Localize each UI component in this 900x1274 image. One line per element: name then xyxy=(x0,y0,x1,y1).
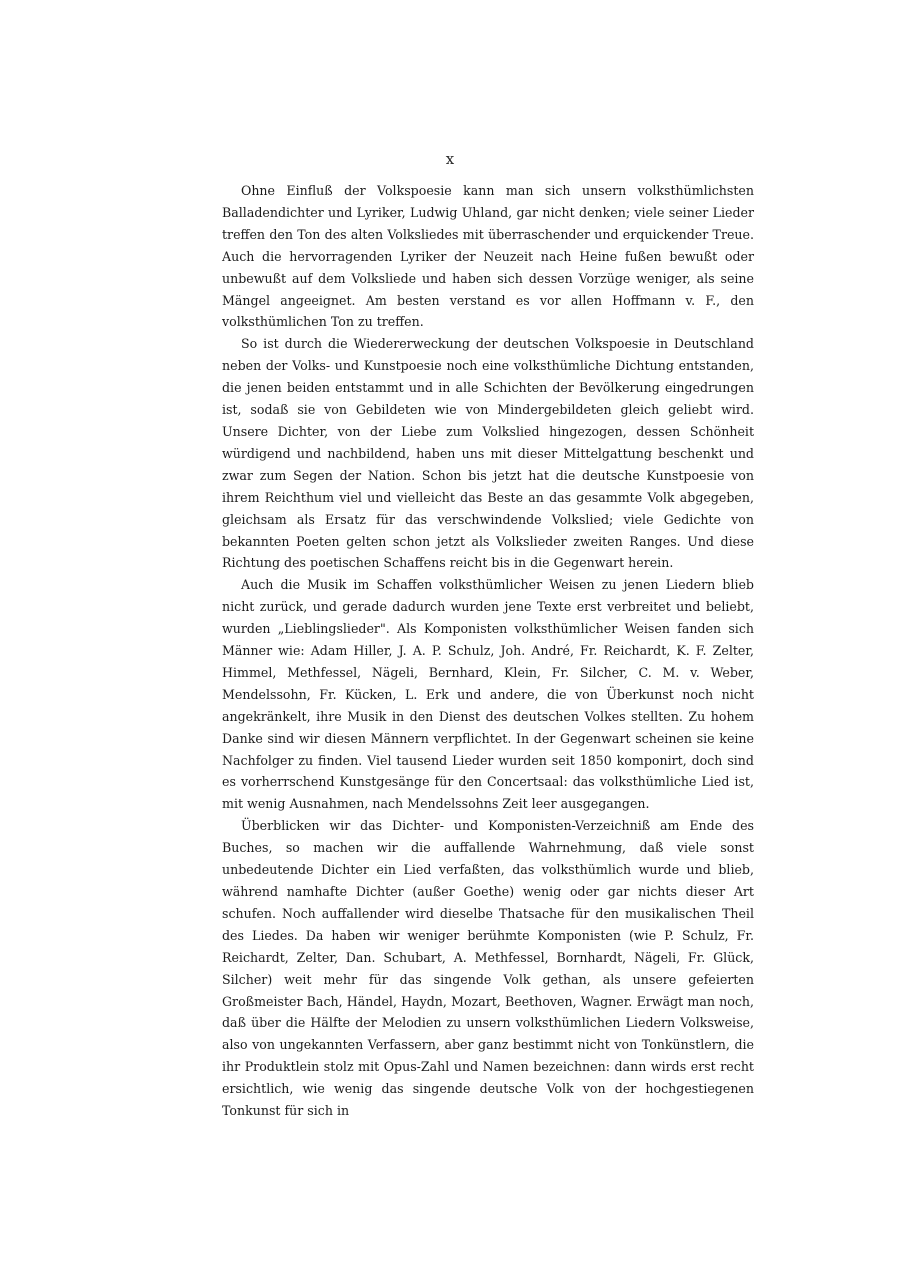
page-number: x xyxy=(445,150,455,168)
paragraph-4: Überblicken wir das Dichter- und Komponisten-Verzeichniß am Ende des Buches, so machen wir die auffallende Wahrnehmung, daß viele sonst unbedeutende Dichter ein Lied verfaßten, das volksthümlich wurde und blieb, während namhafte Dichter (außer Goethe) wenig oder gar nichts dieser Art schufen. Noch auffallender wird dieselbe Thatsache für den musikalischen Theil des Liedes. Da haben wir weniger berühmte Komponisten (wie P. Schulz, Fr. Reichardt, Zelter, Dan. Schubart, A. Methfessel, Bornhardt, Nägeli, Fr. Glück, Silcher) weit mehr für das singende Volk gethan, als unsere gefeierten Großmeister Bach, Händel, Haydn, Mozart, Beethoven, Wagner. Erwägt man noch, daß über die Hälfte der Melodien zu unsern volksthümlichen Liedern Volksweise, also von ungekannten Verfassern, aber ganz bestimmt nicht von Tonkünstlern, die ihr Produktlein stolz mit Opus-Zahl und Namen bezeichnen: dann wirds erst recht ersichtlich, wie wenig das singende deutsche Volk von der hochgestiegenen Tonkunst für sich in xyxy=(222,818,754,1119)
body-text xyxy=(222,180,754,1122)
paragraph-1: Ohne Einfluß der Volkspoesie kann man sich unsern volksthümlichsten Balladendichter und Lyriker, Ludwig Uhland, gar nicht denken; viele seiner Lieder treffen den Ton des alten Volksliedes mit überraschender und erquickender Treue. Auch die hervorragenden Lyriker der Neuzeit nach Heine fußen bewußt oder unbewußt auf dem Volksliede und haben sich dessen Vorzüge weniger, als seine Mängel angeeignet. Am besten verstand es vor allen Hoffmann v. F., den volksthümlichen Ton zu treffen. xyxy=(222,183,754,330)
paragraph-2: So ist durch die Wiedererweckung der deutschen Volkspoesie in Deutschland neben der Volks- und Kunstpoesie noch eine volksthümliche Dichtung entstanden, die jenen beiden entstammt und in alle Schichten der Bevölkerung eingedrungen ist, sodaß sie von Gebildeten wie von Mindergebildeten gleich geliebt wird. Unsere Dichter, von der Liebe zum Volkslied hingezogen, dessen Schönheit würdigend und nachbildend, haben uns mit dieser Mittelgattung beschenkt und zwar zum Segen der Nation. Schon bis jetzt hat die deutsche Kunstpoesie von ihrem Reichthum viel und vielleicht das Beste an das gesammte Volk abgegeben, gleichsam als Ersatz für das verschwindende Volkslied; viele Gedichte von bekannten Poeten gelten schon jetzt als Volkslieder zweiten Ranges. Und diese Richtung des poetischen Schaffens reicht bis in die Gegenwart herein. xyxy=(222,336,754,571)
paragraph-3: Auch die Musik im Schaffen volksthümlicher Weisen zu jenen Liedern blieb nicht zurück, und gerade dadurch wurden jene Texte erst verbreitet und beliebt, wurden „Lieblingslieder". Als Komponisten volksthümlicher Weisen fanden sich Männer wie: Adam Hiller, J. A. P. Schulz, Joh. André, Fr. Reichardt, K. F. Zelter, Himmel, Methfessel, Nägeli, Bernhard, Klein, Fr. Silcher, C. M. v. Weber, Mendelssohn, Fr. Kücken, L. Erk und andere, die von Überkunst noch nicht angekränkelt, ihre Musik in den Dienst des deutschen Volkes stellten. Zu hohem Danke sind wir diesen Männern verpflichtet. In der Gegenwart scheinen sie keine Nachfolger zu finden. Viel tausend Lieder wurden seit 1850 komponirt, doch sind es vorherrschend Kunstgesänge für den Concertsaal: das volksthümliche Lied ist, mit wenig Ausnahmen, nach Mendelssohns Zeit leer ausgegangen. xyxy=(222,577,754,812)
